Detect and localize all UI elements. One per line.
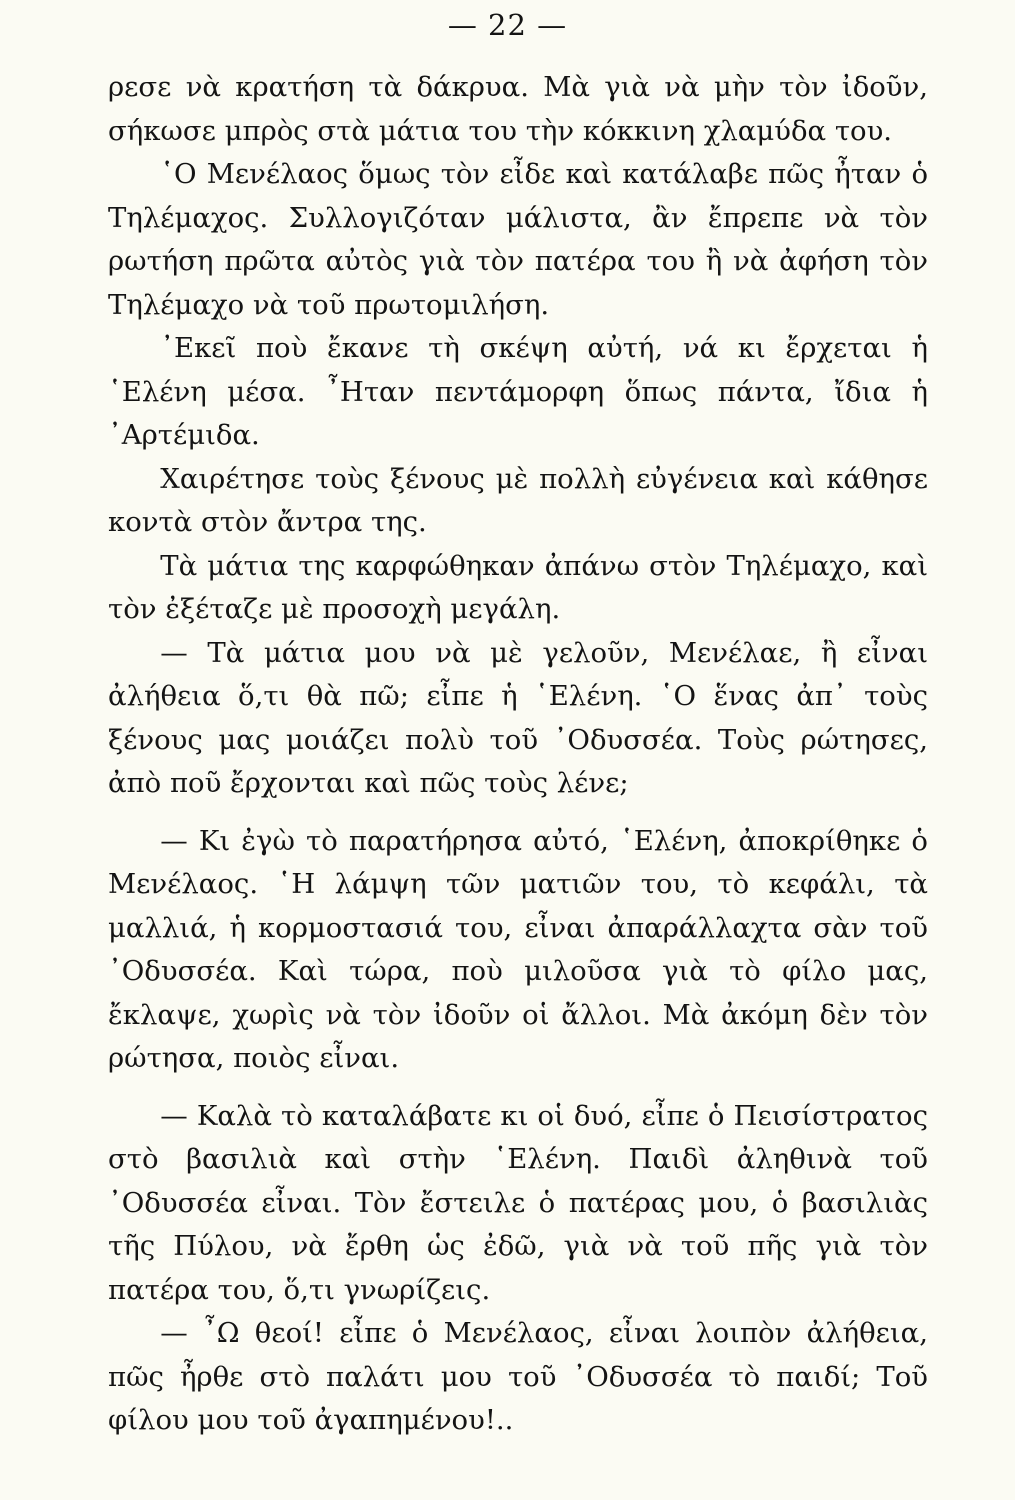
body-text (108, 66, 928, 1443)
paragraph: Χαιρέτησε τοὺς ξένους μὲ πολλὴ εὐγένεια καὶ κάθησε κοντὰ στὸν ἄντρα της. (108, 462, 928, 538)
paragraph: — Τὰ μάτια μου νὰ μὲ γελοῦν, Μενέλαε, ἢ εἶναι ἀλήθεια ὅ,τι θὰ πῶ; εἶπε ἡ ῾Ελένη. ῾Ο ἕνας ἀπ᾿ τοὺς ξένους μας μοιάζει πολὺ τοῦ ᾿Οδυσσέα. Τοὺς ρώτησες, ἀπὸ ποῦ ἔρχονται καὶ πῶς τοὺς λένε; (108, 636, 928, 799)
paragraph: Τὰ μάτια της καρφώθηκαν ἀπάνω στὸν Τηλέμαχο, καὶ τὸν ἐξέταζε μὲ προσοχὴ μεγάλη. (108, 549, 928, 625)
paragraph: — Καλὰ τὸ καταλάβατε κι οἱ δυό, εἶπε ὁ Πεισίστρατος στὸ βασιλιὰ καὶ στὴν ῾Ελένη. Παιδὶ ἀληθινὰ τοῦ ᾿Οδυσσέα εἶναι. Τὸν ἔστειλε ὁ πατέρας μου, ὁ βασιλιὰς τῆς Πύλου, νὰ ἔρθη ὡς ἐδῶ, γιὰ νὰ τοῦ πῆς γιὰ τὸν πατέρα του, ὅ,τι γνωρίζεις. (108, 1099, 928, 1306)
page-number: — 22 — (447, 8, 568, 42)
paragraph: ᾿Εκεῖ ποὺ ἔκανε τὴ σκέψη αὐτή, νά κι ἔρχεται ἡ ῾Ελένη μέσα. ῏Ηταν πεντάμορφη ὅπως πάντα, ἴδια ἡ ᾿Αρτέμιδα. (108, 332, 928, 451)
paragraph: ρεσε νὰ κρατήση τὰ δάκρυα. Μὰ γιὰ νὰ μὴν τὸν ἰδοῦν, σήκωσε μπρὸς στὰ μάτια του τὴν κόκκινη χλαμύδα του. (108, 71, 928, 147)
paragraph: ῾Ο Μενέλαος ὅμως τὸν εἶδε καὶ κατάλαβε πῶς ἦταν ὁ Τηλέμαχος. Συλλογιζόταν μάλιστα, ἂν ἔπρεπε νὰ τὸν ρωτήση πρῶτα αὐτὸς γιὰ τὸν πατέρα του ἢ νὰ ἀφήση τὸν Τηλέμαχο νὰ τοῦ πρωτομιλήση. (108, 158, 928, 321)
paragraph: — Κι ἐγὼ τὸ παρατήρησα αὐτό, ῾Ελένη, ἀποκρίθηκε ὁ Μενέλαος. ῾Η λάμψη τῶν ματιῶν του, τὸ κεφάλι, τὰ μαλλιά, ἡ κορμοστασιά του, εἶναι ἀπαράλλαχτα σὰν τοῦ ᾿Οδυσσέα. Καὶ τώρα, ποὺ μιλοῦσα γιὰ τὸ φίλο μας, ἔκλαψε, χωρὶς νὰ τὸν ἰδοῦν οἱ ἄλλοι. Μὰ ἀκόμη δὲν τὸν ρώτησα, ποιὸς εἶναι. (108, 824, 928, 1074)
paragraph: — ῏Ω θεοί! εἶπε ὁ Μενέλαος, εἶναι λοιπὸν ἀλήθεια, πῶς ἦρθε στὸ παλάτι μου τοῦ ᾿Οδυσσέα τὸ παιδί; Τοῦ φίλου μου τοῦ ἀγαπημένου!.. (108, 1317, 928, 1436)
